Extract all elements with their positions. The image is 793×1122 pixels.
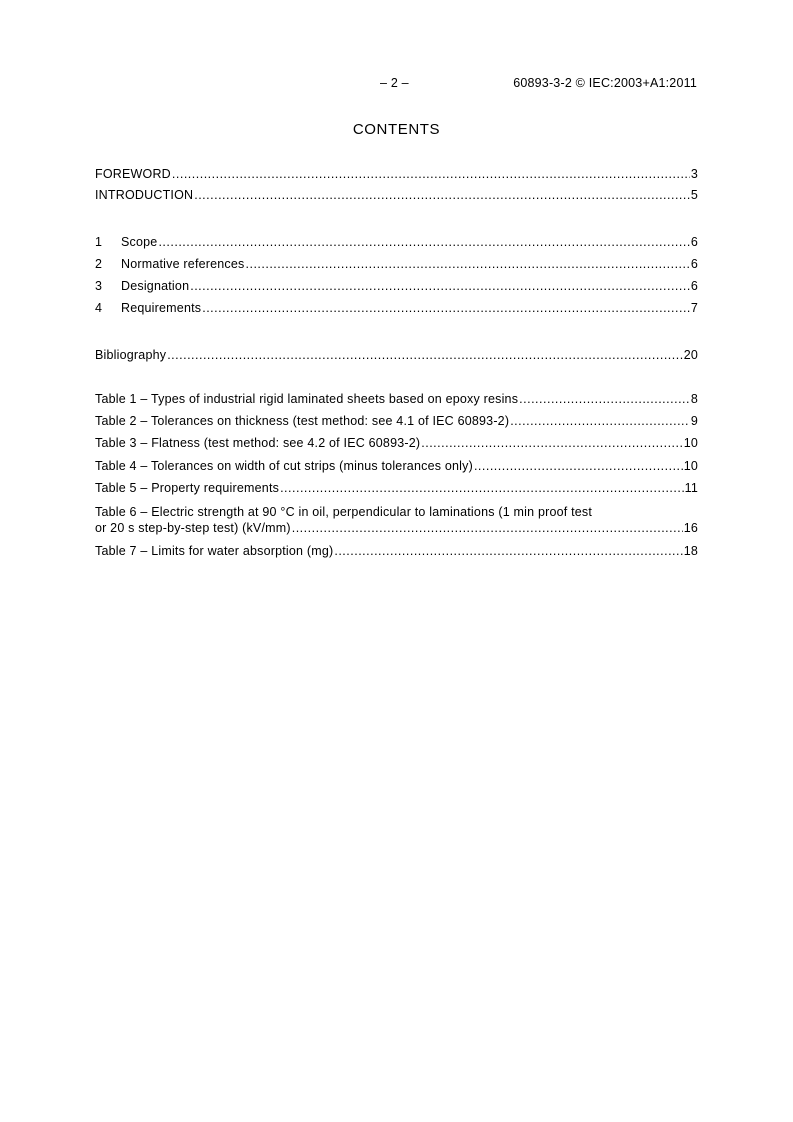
toc-entry-clause-1[interactable]: [95, 235, 698, 251]
toc-entry-label: Table 4 – Tolerances on width of cut strips (minus tolerances only): [95, 459, 473, 473]
dot-leader: [172, 167, 690, 181]
contents-title: CONTENTS: [352, 121, 441, 138]
page-header: [0, 76, 793, 92]
toc-entry-label: FOREWORD: [95, 167, 171, 181]
toc-entry-label: Table 7 – Limits for water absorption (mg): [95, 544, 334, 558]
page-number: – 2 –: [380, 76, 409, 90]
dot-leader: [194, 188, 690, 202]
dot-leader: [292, 521, 683, 535]
toc-entry-table-1[interactable]: [95, 392, 698, 408]
dot-leader: [474, 459, 683, 473]
toc-entry-bibliography[interactable]: [95, 348, 698, 364]
toc-entry-page: 6: [690, 235, 698, 249]
toc-entry-label: Bibliography: [95, 348, 167, 362]
toc-entry-label: Table 5 – Property requirements: [95, 481, 280, 495]
toc-entry-label: Scope: [121, 235, 158, 249]
toc-entry-page: 8: [690, 392, 698, 406]
toc-entry-table-5[interactable]: [95, 481, 698, 497]
toc-entry-page: 6: [690, 279, 698, 293]
clause-number: 3: [95, 279, 103, 293]
toc-entry-page: 6: [690, 257, 698, 271]
dot-leader: [190, 279, 690, 293]
toc-entry-table-7[interactable]: [95, 544, 698, 560]
toc-entry-label: Normative references: [121, 257, 245, 271]
toc-entry-page: 5: [690, 188, 698, 202]
dot-leader: [167, 348, 682, 362]
dot-leader: [280, 481, 684, 495]
toc-entry-table-4[interactable]: [95, 459, 698, 475]
toc-entry-clause-3[interactable]: [95, 279, 698, 295]
toc-entry-label: Table 2 – Tolerances on thickness (test method: see 4.1 of IEC 60893-2): [95, 414, 510, 428]
toc-entry-table-3[interactable]: [95, 436, 698, 452]
toc-entry-page: 18: [683, 544, 698, 558]
toc-entry-line2: [95, 521, 698, 537]
clause-number: 1: [95, 235, 103, 249]
clause-number: 4: [95, 301, 103, 315]
toc-entry-page: 3: [690, 167, 698, 181]
toc-entry-label: INTRODUCTION: [95, 188, 194, 202]
toc-entry-clause-2[interactable]: [95, 257, 698, 273]
dot-leader: [246, 257, 690, 271]
dot-leader: [421, 436, 682, 450]
toc-entry-label-line2: or 20 s step-by-step test) (kV/mm): [95, 521, 291, 535]
toc-entry-label-line1: Table 6 – Electric strength at 90 °C in oil, perpendicular to laminations (1 min proof test: [95, 505, 593, 519]
clause-number: 2: [95, 257, 103, 271]
toc-entry-introduction[interactable]: [95, 188, 698, 204]
toc-entry-page: 16: [683, 521, 698, 535]
toc-entry-page: 7: [690, 301, 698, 315]
dot-leader: [158, 235, 689, 249]
dot-leader: [334, 544, 682, 558]
document-id: 60893-3-2 © IEC:2003+A1:2011: [513, 76, 697, 90]
toc-entry-label: Table 3 – Flatness (test method: see 4.2 of IEC 60893-2): [95, 436, 421, 450]
toc-entry-table-6[interactable]: [95, 505, 698, 537]
toc-entry-clause-4[interactable]: [95, 301, 698, 317]
dot-leader: [202, 301, 690, 315]
toc-entry-page: 11: [684, 481, 698, 495]
toc-entry-label: Designation: [121, 279, 190, 293]
toc-entry-page: 9: [690, 414, 698, 428]
toc-entry-page: 10: [683, 436, 698, 450]
toc-entry-page: 20: [683, 348, 698, 362]
dot-leader: [519, 392, 690, 406]
toc-entry-foreword[interactable]: [95, 167, 698, 183]
toc-entry-label: Requirements: [121, 301, 202, 315]
toc-entry-page: 10: [683, 459, 698, 473]
toc-entry-table-2[interactable]: [95, 414, 698, 430]
toc-entry-label: Table 1 – Types of industrial rigid laminated sheets based on epoxy resins: [95, 392, 519, 406]
dot-leader: [510, 414, 690, 428]
